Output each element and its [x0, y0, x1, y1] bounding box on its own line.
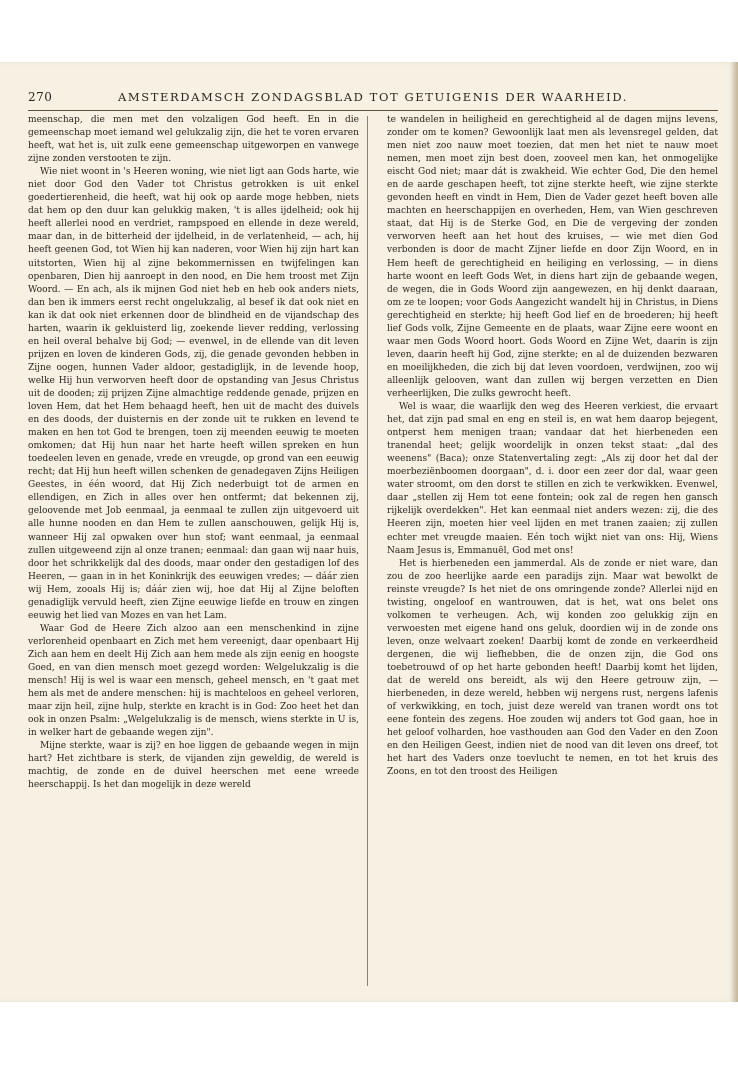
header-rule	[28, 110, 718, 111]
paragraph: meenschap, die men met den volzaligen God heeft. En in die gemeenschap moet iemand wel gelukzalig zijn, die het te voren ervaren heeft, wat het is, uit zulk eene gemeenschap uitgeworpen en vanwege zijne zonden verstooten te zijn.	[28, 115, 359, 165]
running-title: AMSTERDAMSCH ZONDAGSBLAD TOT GETUIGENIS DER WAARHEID.	[118, 90, 628, 104]
left-column	[28, 114, 359, 792]
paragraph: Wie niet woont in 's Heeren woning, wie niet ligt aan Gods harte, wie niet door God den Vader tot Christus getrokken is uit enkel goedertierenheid, die heeft, wat hij ook op aarde moge hebben, niets dat hem op den duur kan gelukkig maken, 't is alles ijdelheid; ook hij heeft allerlei nood en verdriet, rampspoed en ellende in deze wereld, maar dan, in de bitterheid der ijdelheid, in de verlatenheid, — ach, hij heeft geenen God, tot Wien hij kan naderen, voor Wien hij zijn hart kan uitstorten, Wien hij al zijne bekommernissen en twijfelingen kan openbaren, Dien hij aanroept in den nood, en Die hem troost met Zijn Woord. — En ach, als ik mijnen God niet heb en heb ook anders niets, dan ben ik immers eerst recht ongelukzalig, al besef ik dat ook niet en kan ik dat ook niet erkennen door de blindheid en de vijandschap des harten, waarin ik gekluisterd lig, zoekende liever redding, verlossing en heil overal behalve bij God; — evenwel, in de ellende van dit leven prijzen en loven de kinderen Gods, zij, die genade gevonden hebben in Zijne oogen, hunnen Vader aldoor, gestadiglijk, in de levende hoop, welke Hij hun verworven heeft door de opstanding van Jesus Christus uit de dooden; zij prijzen Zijne almachtige reddende genade, prijzen en loven Hem, dat het Hem behaagd heeft, hen uit de macht des duivels en des doods, der duisternis en der zonde uit te rukken en levend te maken en hen tot God te brengen, toen zij meenden eeuwig te moeten omkomen; dat Hij hun naar het harte heeft willen spreken en hun toedeelen leven en genade, vrede en vreugde, op grond van een eeuwig recht; dat Hij hun heeft willen schenken de genadegaven Zijns Heiligen Geestes, in één woord, dat Hij Zich nederbuigt tot de armen en ellendigen, en Zich in alles over hen ontfermt; dat bekennen zij, geloovende met Job eenmaal, ja eenmaal te zullen zijn uitgevoerd uit alle hunne nooden en dan Hem te zullen aanschouwen, gelijk Hij is, wanneer Hij zal opwaken over hun stof; want eenmaal, ja eenmaal zullen uitgeweend zijn al onze tranen; eenmaal: dan gaan wij naar huis, door het schrikkelijk dal des doods, maar onder den gestadigen lof des Heeren, — gaan in in het Koninkrijk des eeuwigen vredes; — dáár zien wij Hem, zooals Hij is; dáár zien wij, hoe dat Hij al Zijne beloften genadiglijk vervuld heeft, zien Zijne eeuwige liefde en trouw en zingen eeuwig het lied van Mozes en van het Lam.	[28, 167, 359, 621]
paragraph: Het is hierbeneden een jammerdal. Als de zonde er niet ware, dan zou de zoo heerlijke aarde een paradijs zijn. Maar wat bewolkt de reinste vreugde? Is het niet de ons omringende zonde? Allerlei nijd en twisting, ongeloof en wantrouwen, dat is het, wat ons belet ons volkomen te verheugen. Ach, wij konden zoo gelukkig zijn en verwoesten met eigene hand ons geluk, doordien wij in de zonde ons leven, onze welvaart zoeken! Daarbij komt de zonde en verkeerdheid dergenen, die wij liefhebben, die de onzen zijn, die God ons toebetrouwd of op het harte gebonden heeft! Daarbij komt het lijden, dat de wereld ons bereidt, als wij den Heere getrouw zijn, — hierbeneden, in deze wereld, hebben wij nergens rust, nergens lafenis of verkwikking, en toch, juist deze wereld van tranen wordt ons tot eene fontein des zegens. Hoe zouden wij anders tot God gaan, hoe in het geloof volharden, hoe vasthouden aan God den Vader en den Zoon en den Heiligen Geest, indien niet de nood van dit leven ons dreef, tot het hart des Vaders onze toevlucht te nemen, en tot het kruis des Zoons, en tot den troost des Heiligen	[387, 558, 718, 778]
paragraph: Wel is waar, die waarlijk den weg des Heeren verkiest, die ervaart het, dat zijn pad smal en eng en steil is, en wat hem daarop bejegent, ontperst hem menigen traan; vandaar dat het hierbeneden een tranendal heet; gelijk woordelijk in onzen tekst staat: „dal des weenens" (Baca); onze Statenvertaling zegt: „Als zij door het dal der moerbeziënboomen doorgaan", d. i. door een zeer dor dal, waar geen water stroomt, om den dorst te stillen en zich te verkwikken. Evenwel, daar „stellen zij Hem tot eene fontein; ook zal de regen hen gansch rijkelijk overdekken". Het kan eenmaal niet anders wezen: zij, die des Heeren zijn, moeten hier veel lijden en met tranen zaaien; zij zullen echter met vreugde maaien. Eén toch wijkt niet van ons: Hij, Wiens Naam Jesus is, Emmanuël, God met ons!	[387, 402, 718, 556]
page-sheet	[0, 62, 738, 1002]
page-header	[28, 90, 718, 106]
page-number: 270	[28, 90, 53, 104]
paragraph: te wandelen in heiligheid en gerechtigheid al de dagen mijns levens, zonder om te komen? Gewoonlijk laat men als levensregel gelden, dat men niet zoo nauw moet toezien, dat men het niet te nauw moet nemen, men moet zijn best doen, zooveel men kan, het onmogelijke eischt God niet; maar dát is zwakheid. Wie echter God, Die den hemel en de aarde geschapen heeft, tot zijne sterkte heeft, wie zijne sterkte gevonden heeft en vindt in Hem, Dien de Vader gezet heeft boven alle machten en heerschappijen en overheden, Hem, van Wien geschreven staat, dat Hij is de Sterke God, en Die de vergeving der zonden verworven heeft aan het hout des kruises, — wie met dien God verbonden is door de macht Zijner liefde en door Zijn Woord, en in Hem heeft de gerechtigheid en heiliging en verlossing, — in diens harte woont en leeft Gods Wet, in diens hart zijn de gebaande wegen, de wegen, die in Gods Woord zijn aangewezen, en hij denkt daaraan, om ze te loopen; voor Gods Aangezicht wandelt hij in Christus, in Diens gerechtigheid en sterkte; hij heeft God lief en de broederen; hij heeft lief Gods volk, Zijne Gemeente en de plaats, waar Zijne eere woont en waar men Gods Woord hoort. Gods Woord en Zijne Wet, daarin is zijn leven, daarin heeft hij God, zijne sterkte; en al de duizenden bezwaren en moeilijkheden, die zich bij dat leven voordoen, verdwijnen, zoo wij alleenlijk gelooven, want dan zullen wij bergen verzetten en Dien verheerlijken, Die zulks gewrocht heeft.	[387, 115, 718, 399]
paragraph: Waar God de Heere Zich alzoo aan een menschenkind in zijne verlorenheid openbaart en Zich met hem vereenigt, daar openbaart Hij Zich aan hem en deelt Hij Zich aan hem mede als zijn eenig en hoogste Goed, en van dien mensch moet gezegd worden: Welgelukzalig is die mensch! Hij is wel is waar een mensch, geheel mensch, en 't gaat met hem als met de andere menschen: hij is machteloos en geheel verloren, maar zijn heil, zijne hulp, sterkte en kracht is in God: Zoo heet het dan ook in onzen Psalm: „Welgelukzalig is de mensch, wiens sterkte in U is, in welker hart de gebaande wegen zijn".	[28, 623, 359, 739]
column-divider	[367, 116, 368, 986]
paragraph: Mijne sterkte, waar is zij? en hoe liggen de gebaande wegen in mijn hart? Het zichtbare is sterk, de vijanden zijn geweldig, de wereld is machtig, de zonde en de duivel heerschen met eene wreede heerschappij. Is het dan mogelijk in deze wereld	[28, 741, 359, 791]
page-edge-shadow	[730, 62, 738, 1002]
right-column	[387, 114, 718, 779]
